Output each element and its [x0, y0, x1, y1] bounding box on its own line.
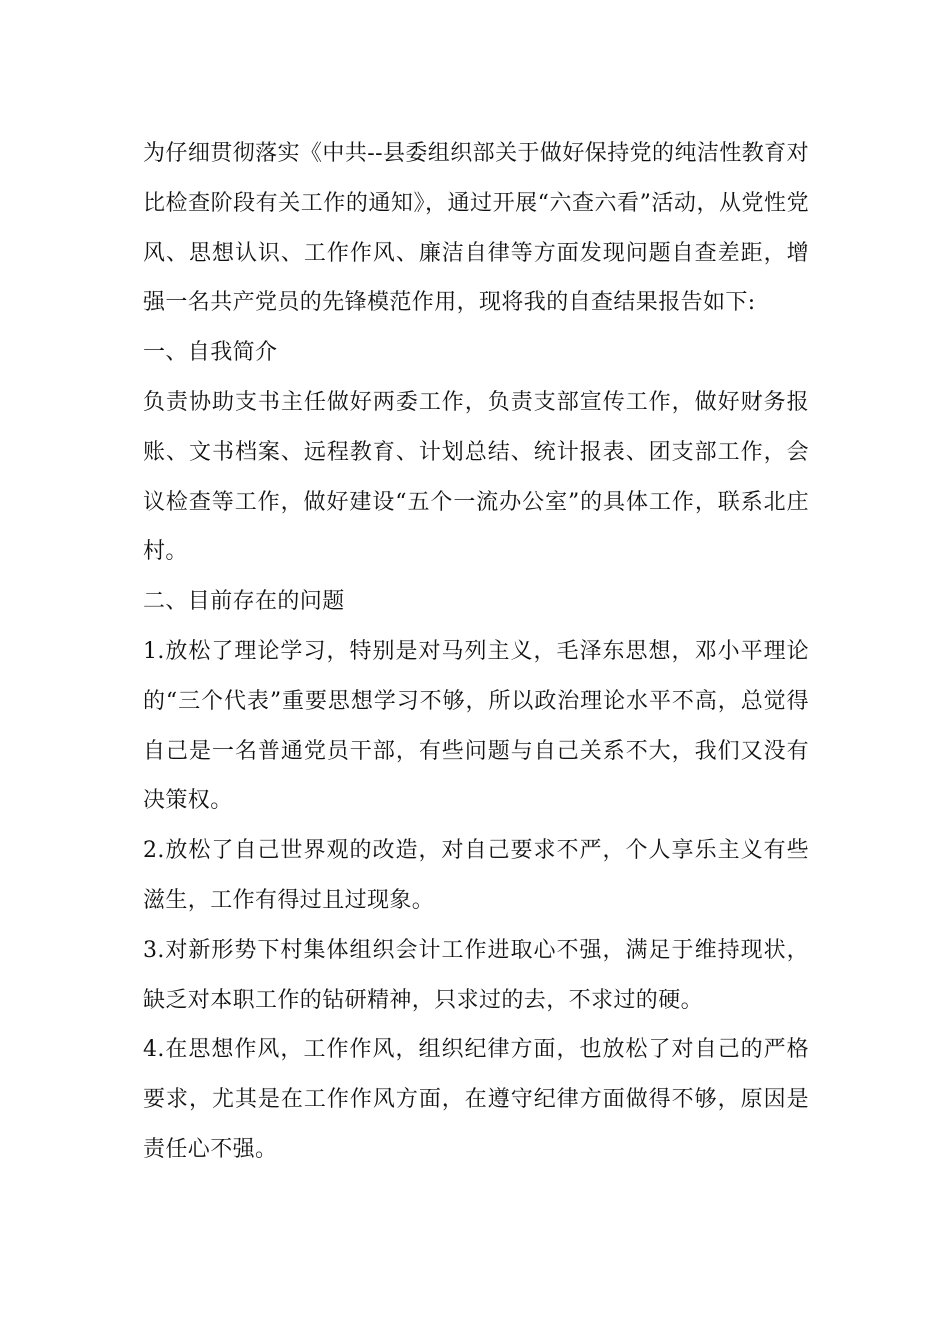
section-heading-self-intro: 一、自我简介 — [143, 340, 278, 366]
problem-item-2: 2.放松了自己世界观的改造，对自己要求不严，个人享乐主义有些滋生，工作有得过且过现象。 — [143, 838, 809, 913]
document-body — [143, 129, 809, 1175]
self-intro-paragraph: 负责协助支书主任做好两委工作，负责支部宣传工作，做好财务报账、文书档案、远程教育、计划总结、统计报表、团支部工作，会议检查等工作，做好建设“五个一流办公室”的具体工作，联系北庄村。 — [143, 389, 809, 565]
section-heading-problems: 二、目前存在的问题 — [143, 589, 345, 615]
problem-item-4: 4.在思想作风，工作作风，组织纪律方面，也放松了对自己的严格要求，尤其是在工作作风方面，在遵守纪律方面做得不够，原因是责任心不强。 — [143, 1037, 809, 1162]
problem-item-1: 1.放松了理论学习，特别是对马列主义，毛泽东思想，邓小平理论的“三个代表”重要思想学习不够，所以政治理论水平不高，总觉得自己是一名普通党员干部，有些问题与自己关系不大，我们又没有决策权。 — [143, 638, 809, 814]
problem-item-3: 3.对新形势下村集体组织会计工作进取心不强，满足于维持现状，缺乏对本职工作的钻研精神，只求过的去，不求过的硬。 — [143, 937, 809, 1013]
intro-paragraph: 为仔细贯彻落实《中共--县委组织部关于做好保持党的纯洁性教育对比检查阶段有关工作的通知》，通过开展“六查六看”活动，从党性党风、思想认识、工作作风、廉洁自律等方面发现问题自查差距，增强一名共产党员的先锋模范作用，现将我的自查结果报告如下: — [143, 141, 809, 316]
